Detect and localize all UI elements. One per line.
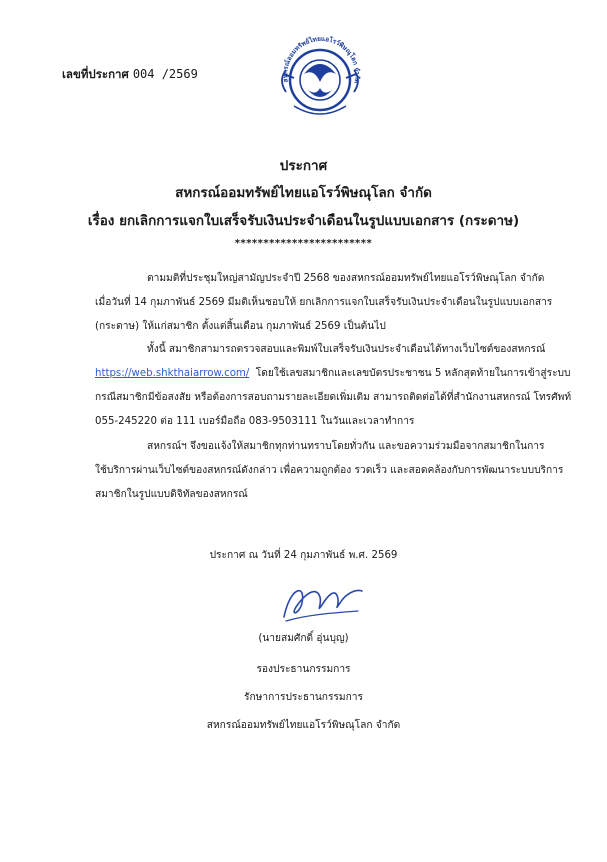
logo-arc-text: สหกรณ์ออมทรัพย์ไทยแอโรว์พิษณุโลก จำกัด <box>281 34 362 84</box>
paragraph1-line1: ตามมติที่ประชุมใหญ่สามัญประจำปี 2568 ของสหกรณ์ออมทรัพย์ไทยแอโรว์พิษณุโลก จำกัด <box>147 273 545 284</box>
handwritten-signature <box>276 577 366 627</box>
cooperative-logo <box>264 34 376 124</box>
announcement-heading: ประกาศ <box>279 158 328 174</box>
separator-stars: ************************ <box>234 238 373 249</box>
signatory-position-2: รักษาการประธานกรรมการ <box>244 692 363 703</box>
paragraph2-line2-text: โดยใช้เลขสมาชิกและเลขบัตรประชาชน 5 หลักสุดท้ายในการเข้าสู่ระบบ <box>255 368 571 379</box>
paragraph2-line3: กรณีสมาชิกมีข้อสงสัย หรือต้องการสอบถามรายละเอียดเพิ่มเติม สามารถติดต่อได้ที่สำนักงานสหกรณ์ โทรศัพท์ <box>95 392 572 403</box>
paragraph2-line4: 055-245220 ต่อ 111 เบอร์มือถือ 083-9503111 ในวันและเวลาทำการ <box>95 416 415 427</box>
paragraph3-line1: สหกรณ์ฯ จึงขอแจ้งให้สมาชิกทุกท่านทราบโดยทั่วกัน และขอความร่วมมือจากสมาชิกในการ <box>147 441 545 452</box>
paragraph2-line2 <box>95 367 571 381</box>
subject-heading: เรื่อง ยกเลิกการแจกใบเสร็จรับเงินประจำเดือนในรูปแบบเอกสาร (กระดาษ) <box>87 213 520 229</box>
signatory-name: (นายสมศักดิ์ อุ่นบุญ) <box>258 633 349 644</box>
signatory-position-1: รองประธานกรรมการ <box>256 664 351 675</box>
paragraph1-line3: (กระดาษ) ให้แก่สมาชิก ตั้งแต่สิ้นเดือน กุมภาพันธ์ 2569 เป็นต้นไป <box>95 321 386 332</box>
paragraph2-line1: ทั้งนี้ สมาชิกสามารถตรวจสอบและพิมพ์ใบเสร็จรับเงินประจำเดือนได้ทางเว็บไซต์ของสหกรณ์ <box>147 344 546 355</box>
organization-heading: สหกรณ์ออมทรัพย์ไทยแอโรว์พิษณุโลก จำกัด <box>175 185 432 201</box>
reference-label: เลขที่ประกาศ <box>62 67 129 81</box>
reference-number-line <box>62 66 198 84</box>
reference-number: 004 /2569 <box>132 67 198 81</box>
paragraph3-line3: สมาชิกในรูปแบบดิจิทัลของสหกรณ์ <box>95 489 248 500</box>
signatory-organization: สหกรณ์ออมทรัพย์ไทยแอโรว์พิษณุโลก จำกัด <box>206 720 401 731</box>
announcement-date: ประกาศ ณ วันที่ 24 กุมภาพันธ์ พ.ศ. 2569 <box>209 550 398 561</box>
paragraph3-line2: ใช้บริการผ่านเว็บไซต์ของสหกรณ์ดังกล่าว เพื่อความถูกต้อง รวดเร็ว และสอดคล้องกับการพัฒนาระบบบริการ <box>95 465 564 476</box>
paragraph1-line2: เมื่อวันที่ 14 กุมภาพันธ์ 2569 มีมติเห็นชอบให้ ยกเลิกการแจกใบเสร็จรับเงินประจำเดือนในรูปแบบเอกสาร <box>95 297 553 308</box>
website-link[interactable]: https://web.shkthaiarrow.com/ <box>95 368 250 379</box>
